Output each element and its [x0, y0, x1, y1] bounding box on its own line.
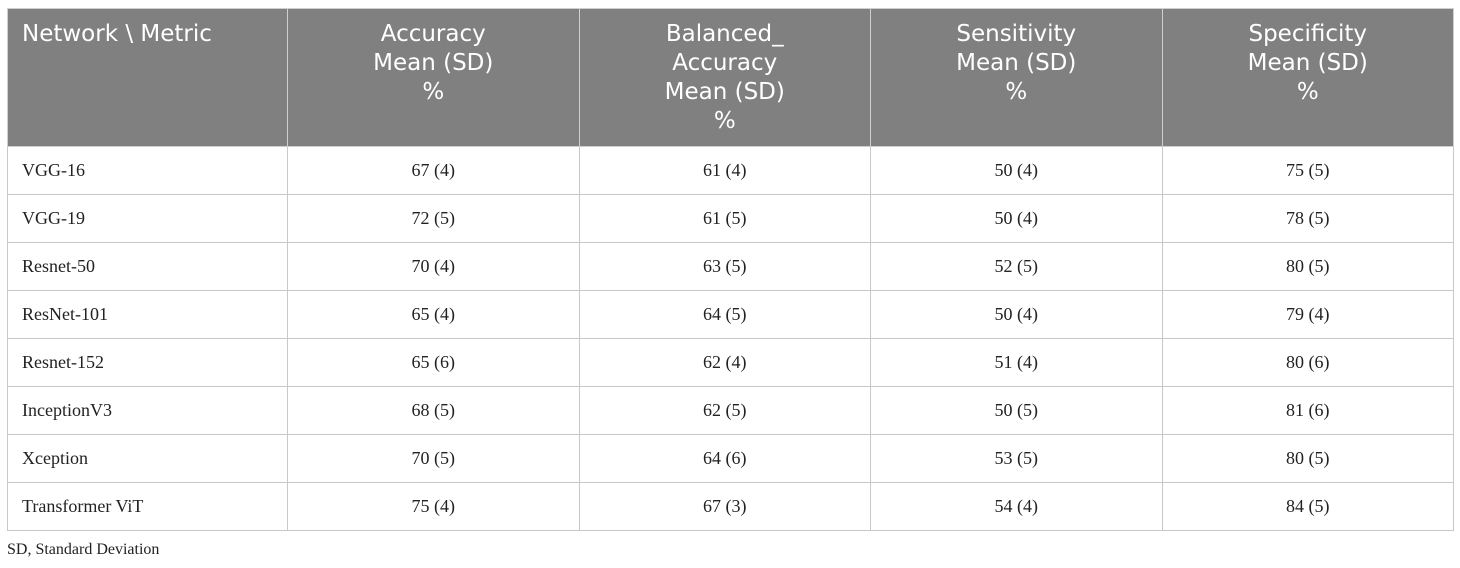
specificity-cell: 80 (6) [1162, 339, 1454, 387]
table-row [8, 195, 1454, 243]
accuracy-cell: 65 (4) [288, 291, 580, 339]
network-name-cell: Transformer ViT [8, 483, 288, 531]
table-row [8, 339, 1454, 387]
table-row [8, 387, 1454, 435]
accuracy-cell: 68 (5) [288, 387, 580, 435]
balanced-accuracy-cell: 61 (5) [579, 195, 871, 243]
sensitivity-cell: 51 (4) [871, 339, 1163, 387]
accuracy-cell: 65 (6) [288, 339, 580, 387]
header-row [8, 9, 1454, 147]
specificity-cell: 78 (5) [1162, 195, 1454, 243]
balanced-accuracy-cell: 63 (5) [579, 243, 871, 291]
sensitivity-cell: 50 (4) [871, 147, 1163, 195]
accuracy-cell: 75 (4) [288, 483, 580, 531]
results-table [7, 8, 1454, 531]
specificity-cell: 80 (5) [1162, 435, 1454, 483]
balanced-accuracy-cell: 64 (5) [579, 291, 871, 339]
balanced-accuracy-cell: 64 (6) [579, 435, 871, 483]
balanced-accuracy-cell: 62 (4) [579, 339, 871, 387]
specificity-cell: 79 (4) [1162, 291, 1454, 339]
balanced-accuracy-cell: 62 (5) [579, 387, 871, 435]
sensitivity-cell: 50 (4) [871, 195, 1163, 243]
results-table-container [7, 8, 1453, 531]
network-name-cell: ResNet-101 [8, 291, 288, 339]
balanced-accuracy-cell: 61 (4) [579, 147, 871, 195]
accuracy-cell: 67 (4) [288, 147, 580, 195]
network-name-cell: Resnet-152 [8, 339, 288, 387]
table-row [8, 291, 1454, 339]
table-footnote: SD, Standard Deviation [7, 541, 160, 558]
sensitivity-cell: 53 (5) [871, 435, 1163, 483]
network-name-cell: VGG-19 [8, 195, 288, 243]
sensitivity-cell: 54 (4) [871, 483, 1163, 531]
accuracy-cell: 70 (4) [288, 243, 580, 291]
header-sensitivity: Sensitivity Mean (SD) % [871, 9, 1163, 147]
table-row [8, 243, 1454, 291]
network-name-cell: Xception [8, 435, 288, 483]
sensitivity-cell: 50 (5) [871, 387, 1163, 435]
accuracy-cell: 70 (5) [288, 435, 580, 483]
header-balanced-accuracy: Balanced_ Accuracy Mean (SD) % [579, 9, 871, 147]
table-row [8, 483, 1454, 531]
header-network-metric: Network \ Metric [8, 9, 288, 147]
header-specificity: Specificity Mean (SD) % [1162, 9, 1454, 147]
accuracy-cell: 72 (5) [288, 195, 580, 243]
table-row [8, 435, 1454, 483]
sensitivity-cell: 50 (4) [871, 291, 1163, 339]
header-accuracy: Accuracy Mean (SD) % [288, 9, 580, 147]
network-name-cell: InceptionV3 [8, 387, 288, 435]
balanced-accuracy-cell: 67 (3) [579, 483, 871, 531]
specificity-cell: 84 (5) [1162, 483, 1454, 531]
specificity-cell: 75 (5) [1162, 147, 1454, 195]
sensitivity-cell: 52 (5) [871, 243, 1163, 291]
specificity-cell: 80 (5) [1162, 243, 1454, 291]
specificity-cell: 81 (6) [1162, 387, 1454, 435]
network-name-cell: VGG-16 [8, 147, 288, 195]
table-row [8, 147, 1454, 195]
network-name-cell: Resnet-50 [8, 243, 288, 291]
